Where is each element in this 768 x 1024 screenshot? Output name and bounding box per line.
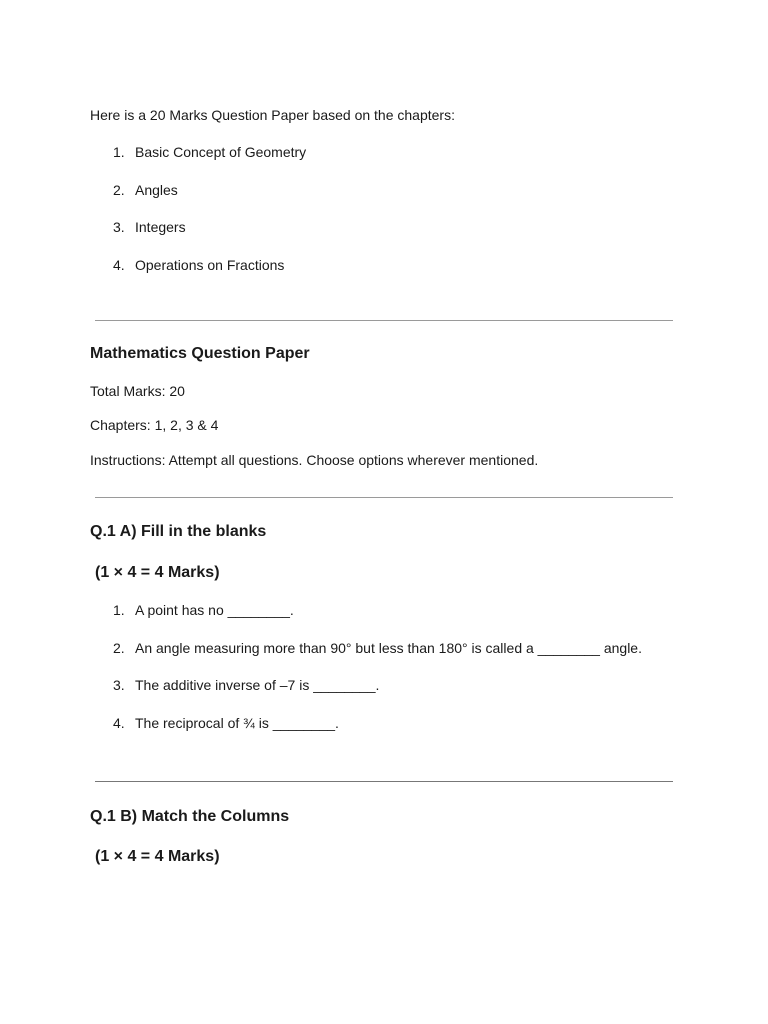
list-number: 4. (113, 714, 125, 731)
chapters-text: Chapters: 1, 2, 3 & 4 (90, 417, 219, 433)
list-text: Operations on Fractions (135, 256, 285, 273)
list-item (90, 639, 690, 677)
list-number: 3. (113, 219, 125, 235)
total-marks-text: Total Marks: 20 (90, 383, 185, 399)
list-number: 2. (113, 639, 125, 656)
instructions-text: Instructions: Attempt all questions. Choose options wherever mentioned. (90, 452, 539, 468)
list-item (90, 601, 690, 639)
intro-text: Here is a 20 Marks Question Paper based on the chapters: (90, 107, 455, 123)
q1a-marks: (1 × 4 = 4 Marks) (95, 564, 220, 581)
list-text: The additive inverse of –7 is ________. (135, 677, 380, 693)
q1a-heading: Q.1 A) Fill in the blanks (90, 523, 267, 540)
paper-title: Mathematics Question Paper (90, 345, 310, 362)
list-item (90, 256, 690, 294)
list-text: Basic Concept of Geometry (135, 144, 307, 160)
list-number: 3. (113, 677, 125, 693)
list-item (90, 676, 690, 714)
list-item (90, 143, 690, 181)
horizontal-rule (95, 320, 673, 321)
list-number: 1. (113, 602, 125, 618)
horizontal-rule (95, 781, 673, 782)
list-text: A point has no ________. (135, 602, 294, 618)
horizontal-rule (95, 497, 673, 498)
q1a-question-list (90, 601, 690, 751)
list-item (90, 714, 690, 752)
list-number: 1. (113, 144, 125, 160)
list-text: Integers (135, 219, 186, 235)
list-number: 2. (113, 181, 125, 198)
list-text: Angles (135, 181, 178, 198)
chapter-list (90, 143, 690, 293)
list-item (90, 181, 690, 219)
list-item (90, 218, 690, 256)
q1b-heading: Q.1 B) Match the Columns (90, 808, 290, 825)
list-text: The reciprocal of ¾ is ________. (135, 714, 339, 731)
list-number: 4. (113, 256, 125, 273)
list-text: An angle measuring more than 90° but less than 180° is called a ________ angle. (135, 639, 642, 656)
q1b-marks: (1 × 4 = 4 Marks) (95, 848, 220, 865)
